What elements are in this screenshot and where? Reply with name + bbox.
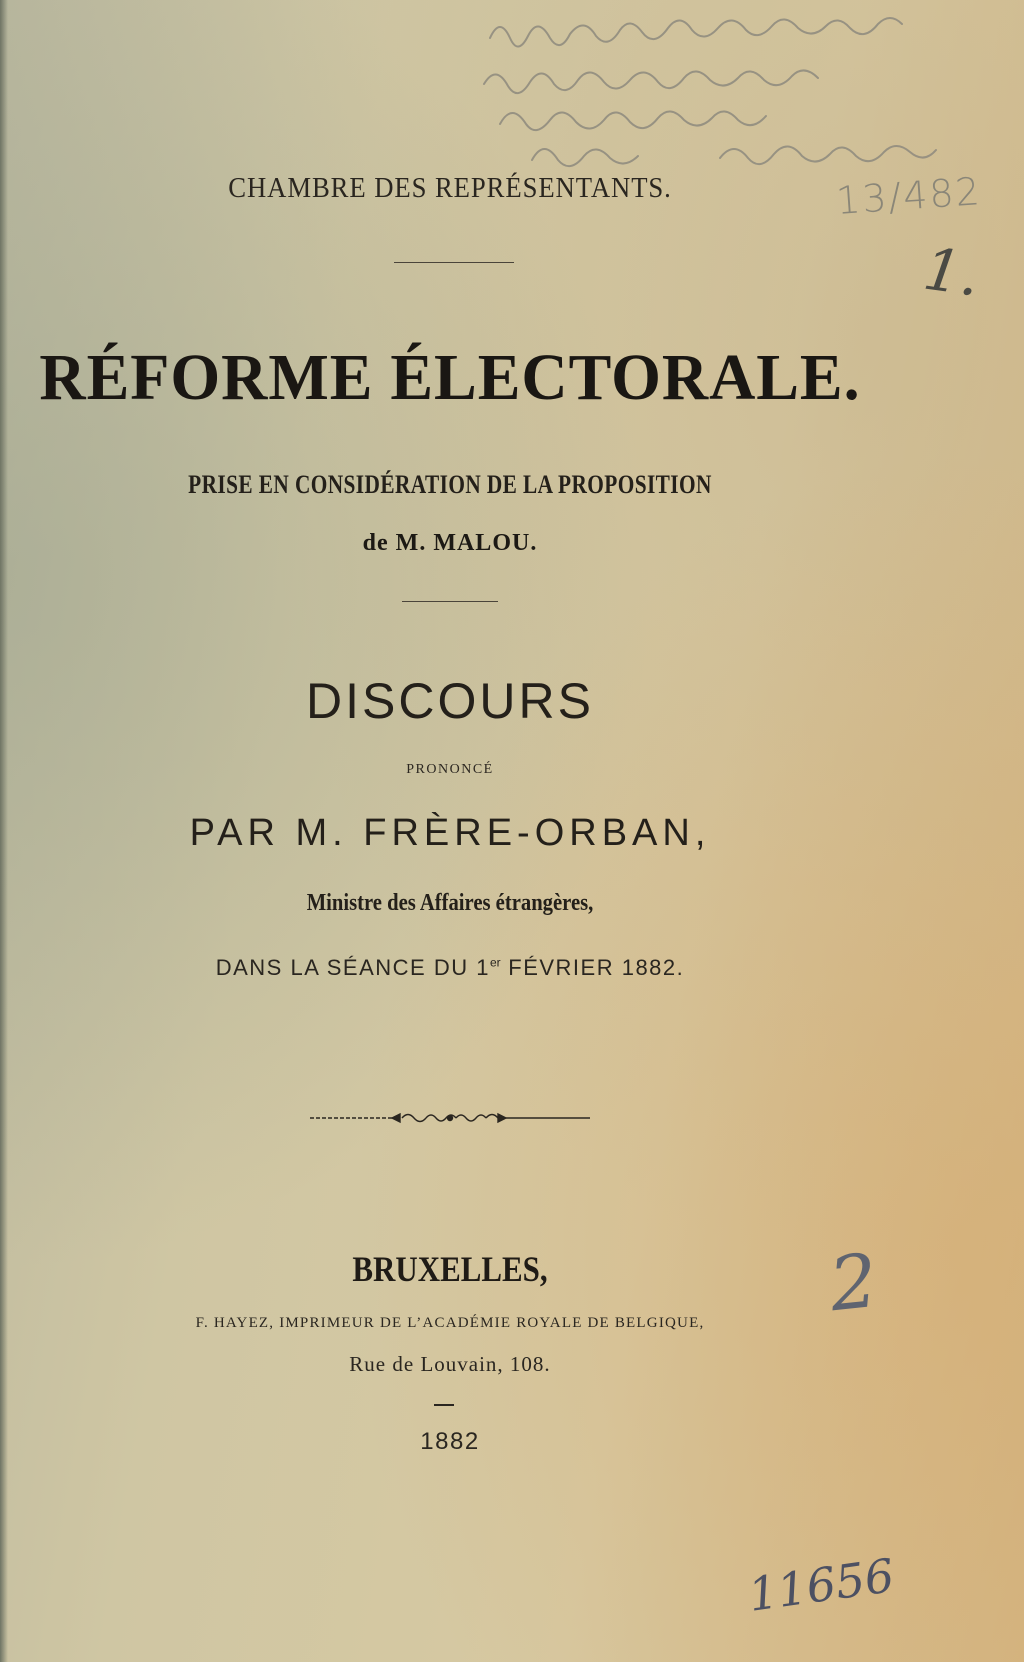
imprint-dash [434,1404,454,1406]
accession-number: 11656 [744,1548,898,1622]
page-title: RÉFORME ÉLECTORALE. [39,341,861,414]
divider-rule [394,262,514,263]
ornament-divider-icon [310,1108,590,1128]
pronounced-label: PRONONCÉ [406,762,494,777]
speaker-role: Ministre des Affaires étrangères, [306,890,594,916]
speaker-name: PAR M. FRÈRE-ORBAN, [189,812,711,854]
imprint-city: BRUXELLES, [352,1249,548,1289]
imprint-year: 1882 [420,1428,480,1455]
reference-number: 13/482 [834,168,984,224]
imprint-printer: F. HAYEZ, IMPRIMEUR DE L’ACADÉMIE ROYALE DE BELGIQUE, [195,1315,705,1331]
proposal-author: de M. MALOU. [362,530,538,556]
divider-rule [402,601,498,602]
chamber-heading: CHAMBRE DES REPRÉSENTANTS. [228,172,672,204]
imprint-address: Rue de Louvain, 108. [349,1352,551,1376]
page-subtitle: PRISE EN CONSIDÉRATION DE LA PROPOSITION [188,470,712,499]
session-date-suffix: FÉVRIER 1882. [500,955,685,980]
session-date [0,955,900,981]
speech-heading: DISCOURS [306,673,594,729]
sheet-number: 1. [919,234,984,310]
session-date-superscript: er [489,955,501,970]
session-date-prefix: DANS LA SÉANCE DU 1 [215,955,490,980]
margin-number: 2 [825,1237,882,1329]
